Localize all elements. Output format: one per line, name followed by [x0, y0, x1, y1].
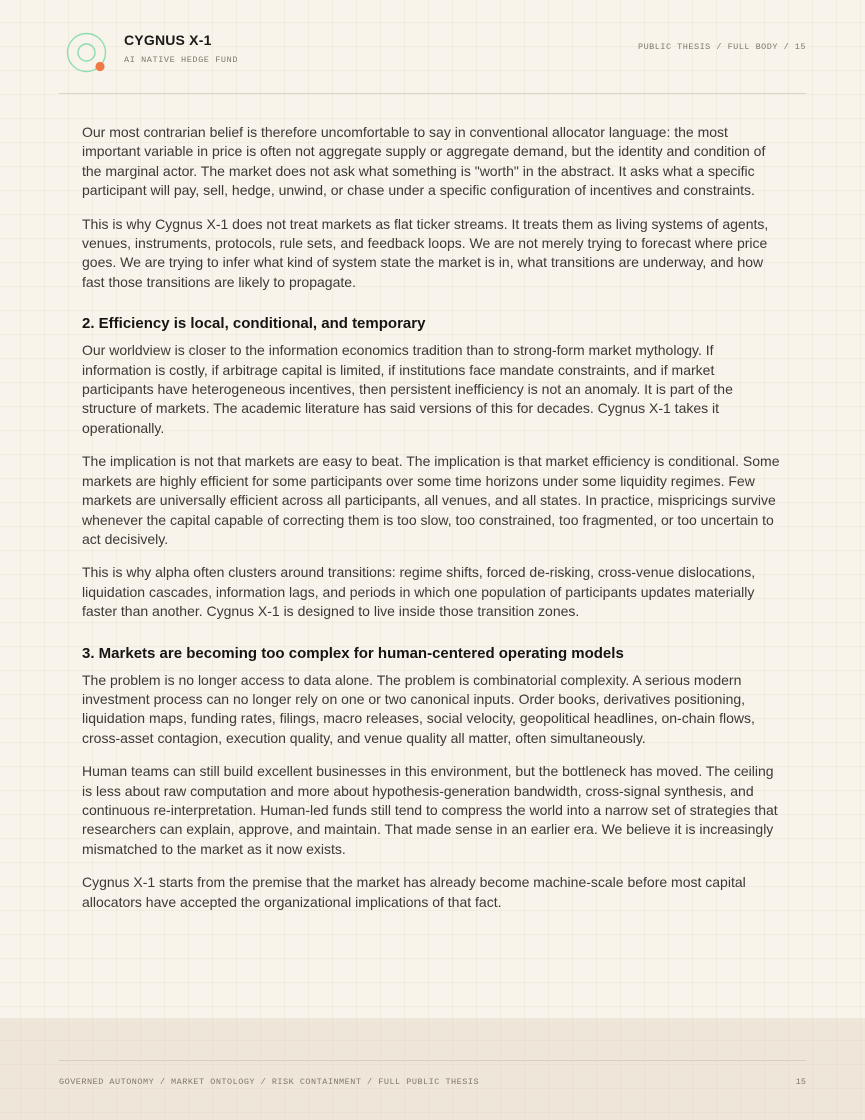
page-reference: PUBLIC THESIS / FULL BODY / 15 [637, 42, 806, 52]
paragraph: The implication is not that markets are easy to beat. The implication is that market efficiency is conditional. Some markets are highly efficient for some participants over some time horizons under some liquidity regimes. Few markets are universally efficient across all participants, all venues, and all states. In practice, mispricings survive whenever the capital capable of correcting them is too slow, too constrained, too fragmented, or too uncertain to act decisively. [82, 453, 780, 547]
page-header [0, 0, 865, 94]
section-heading: 3. Markets are becoming too complex for human-centered operating models [82, 644, 624, 662]
section-heading: 2. Efficiency is local, conditional, and temporary [82, 315, 426, 333]
header-divider [59, 93, 806, 94]
paragraph: Cygnus X-1 starts from the premise that the market has already become machine-scale before most capital allocators have accepted the organizational implications of that fact. [82, 874, 746, 910]
paragraph: Our most contrarian belief is therefore uncomfortable to say in conventional allocator language: the most important variable in price is often not aggregate supply or aggregate demand, but the identity and condition of the marginal actor. The market does not ask what something is "worth" in the abstract. It asks what a specific participant will pay, sell, hedge, unwind, or chase under a specific configuration of incentives and constraints. [82, 124, 766, 199]
page-number: 15 [795, 1077, 806, 1087]
paragraph: This is why alpha often clusters around transitions: regime shifts, forced de-risking, cross-venue dislocations, liquidation cascades, information lags, and periods in which one population of participants updates materially faster than another. Cygnus X-1 is designed to live inside those transition zones. [82, 564, 756, 620]
paragraph: Human teams can still build excellent businesses in this environment, but the bottleneck has moved. The ceiling is less about raw computation and more about hypothesis-generation bandwidth, cross-signal synthesis, and continuous re-interpretation. Human-led funds still tend to compress the world into a narrow set of strategies that researchers can explain, approve, and maintain. That made sense in an earlier era. We believe it is increasingly mismatched to the market as it now exists. [82, 763, 778, 857]
footer-divider [59, 1060, 806, 1061]
footer-caption: GOVERNED AUTONOMY / MARKET ONTOLOGY / RISK CONTAINMENT / FULL PUBLIC THESIS [59, 1077, 480, 1087]
orbit-rings-icon [66, 32, 110, 76]
paragraph: Our worldview is closer to the information economics tradition than to strong-form market mythology. If information is costly, if arbitrage capital is limited, if institutions face mandate constraints, and if market participants have heterogeneous incentives, then persistent inefficiency is not an anomaly. It is part of the structure of markets. The academic literature has said versions of this for decades. Cygnus X-1 takes it operationally. [82, 342, 733, 436]
document-body [82, 123, 782, 926]
paragraph: The problem is no longer access to data alone. The problem is combinatorial complexity. A serious modern investment process can no longer rely on one or two canonical inputs. Order books, derivatives positioning, liquidation maps, funding rates, filings, macro releases, social velocity, geopolitical headlines, on-chain flows, cross-asset contagion, execution quality, and venue quality all matter, often simultaneously. [82, 671, 755, 746]
brand-tagline: AI NATIVE HEDGE FUND [124, 55, 239, 65]
brand-name: CYGNUS X-1 [124, 32, 212, 48]
paragraph: This is why Cygnus X-1 does not treat markets as flat ticker streams. It treats them as living systems of agents, venues, instruments, protocols, rule sets, and feedback loops. We are not merely trying to forecast where price goes. We are trying to infer what kind of system state the market is in, what transitions are underway, and how fast those transitions are likely to propagate. [82, 215, 769, 290]
page-footer [0, 1018, 865, 1120]
logo-mark [66, 32, 110, 76]
